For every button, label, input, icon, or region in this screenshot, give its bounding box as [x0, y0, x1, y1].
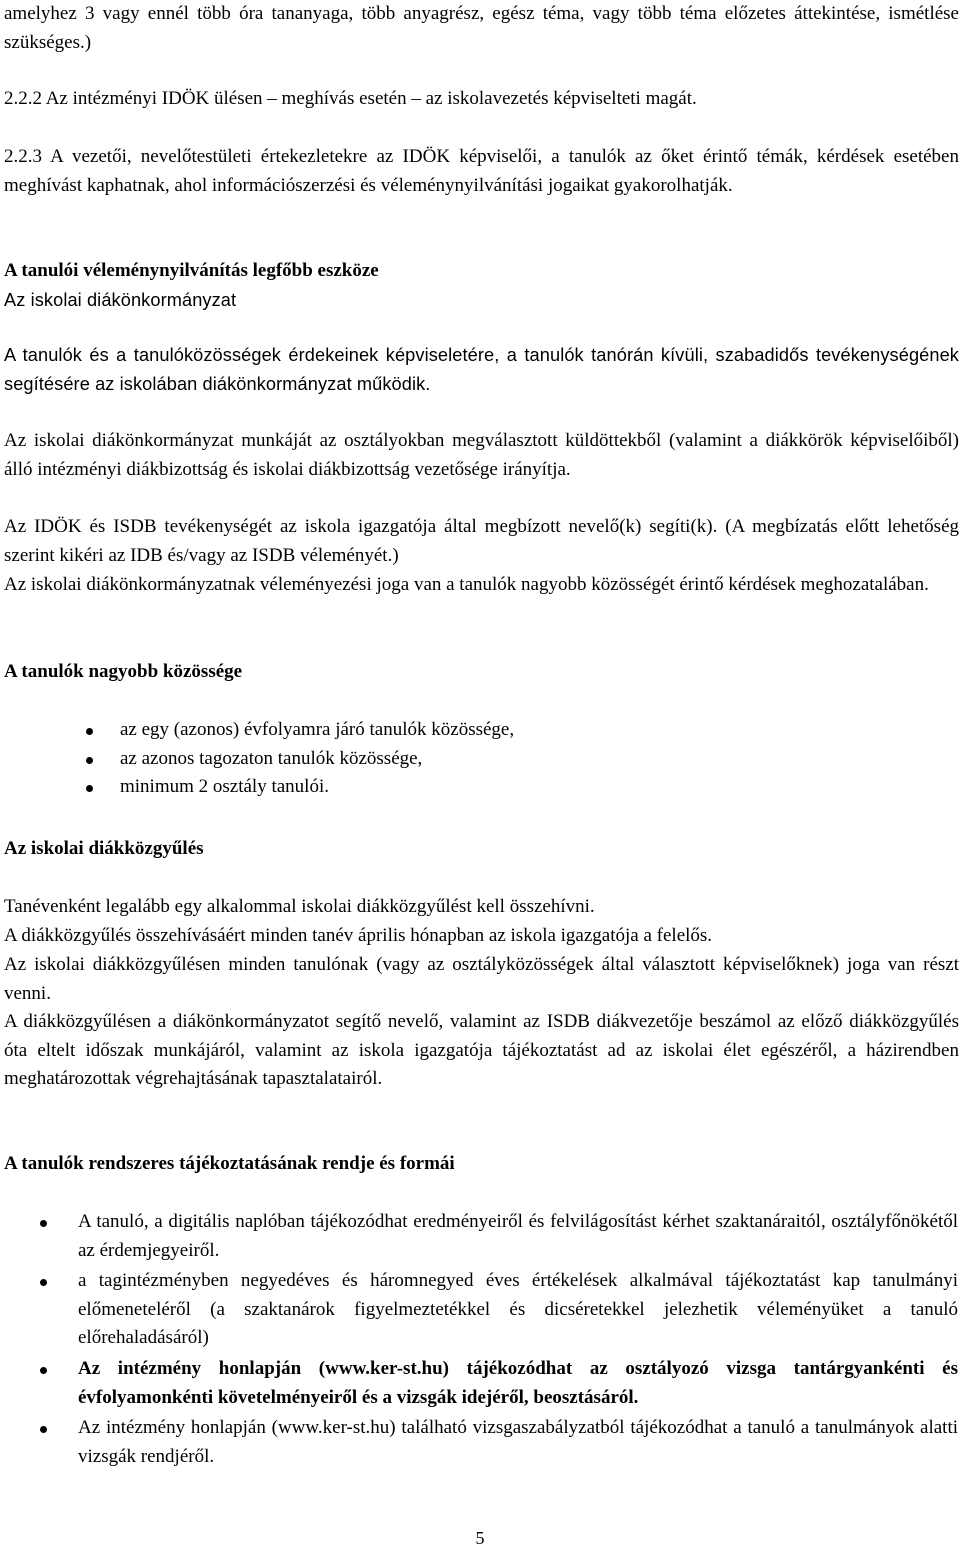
paragraph-2-2-2: 2.2.2 Az intézményi IDÖK ülésen – meghívás esetén – az iskolavezetés képviselteti magát. [4, 88, 697, 109]
list-item: minimum 2 osztály tanulói. [120, 773, 940, 802]
list-tajekoztatas [78, 1208, 958, 1471]
heading-tajekoztatas: A tanulók rendszeres tájékoztatásának rendje és formái [4, 1153, 455, 1174]
bullet-icon [86, 728, 93, 735]
paragraph-dk-4: A diákközgyűlésen a diákönkormányzatot segítő nevelő, valamint az ISDB diákvezetője beszámol az előző diákközgyűlés óta eltelt időszak munkájáról, valamint az iskola igazgatója tájékoztatást ad az iskolai élet egészéről, a házirendben meghatározottak végrehajtásának tapasztalatairól. [4, 1011, 959, 1090]
bullet-icon [40, 1367, 47, 1374]
bullet-icon [86, 757, 93, 764]
paragraph-dok-2: Az iskolai diákönkormányzat munkáját az osztályokban megválasztott küldöttekből (valamint a diákkörök képviselőiből) álló intézményi diákbizottság és iskolai diákbizottság vezetősége irányítja. [4, 430, 959, 480]
paragraph-dk-1: Tanévenként legalább egy alkalommal iskolai diákközgyűlést kell összehívni. [4, 896, 595, 917]
list-item: Az intézmény honlapján (www.ker-st.hu) található vizsgaszabályzatból tájékozódhat a tanuló a tanulmányok alatti vizsgák rendjéről. [78, 1414, 958, 1471]
heading-nagyobb-kozosseg: A tanulók nagyobb közössége [4, 661, 243, 682]
list-item: az azonos tagozaton tanulók közössége, [120, 745, 940, 774]
paragraph-2-2-3: 2.2.3 A vezetői, nevelőtestületi értekezletekre az IDÖK képviselői, a tanulók az őket érintő témák, kérdések esetében meghívást kaphatnak, ahol információszerzési és véleménynyilvánítási jogaikat gyakorolhatják. [4, 146, 959, 196]
paragraph-dok-4: Az iskolai diákönkormányzatnak véleményezési joga van a tanulók nagyobb közösségét érintő kérdések meghozatalában. [4, 574, 929, 595]
paragraph-dk-2: A diákközgyűlés összehívásáért minden tanév április hónapban az iskola igazgatója a felelős. [4, 925, 713, 946]
paragraph-dk-3: Az iskolai diákközgyűlésen minden tanulónak (vagy az osztályközösségek által választott képviselőknek) joga van részt venni. [4, 954, 959, 1004]
paragraph-dok-3: Az IDÖK és ISDB tevékenységét az iskola igazgatója által megbízott nevelő(k) segíti(k). (A megbízatás előtt lehetőség szerint kikéri az IDB és/vagy az ISDB véleményét.) [4, 516, 959, 566]
list-item: az egy (azonos) évfolyamra járó tanulók közössége, [120, 716, 940, 745]
heading-diakonkormanyzat: Az iskolai diákönkormányzat [4, 290, 237, 310]
page-number: 5 [475, 1528, 485, 1548]
paragraph-dok-1: A tanulók és a tanulóközösségek érdekeinek képviseletére, a tanulók tanórán kívüli, szabadidős tevékenységének segítésére az iskolában diákönkormányzat működik. [4, 345, 959, 394]
list-nagyobb-kozosseg [120, 716, 940, 802]
heading-velemenynyilvanitas: A tanulói véleménynyilvánítás legfőbb eszköze [4, 260, 379, 281]
list-item: a tagintézményben negyedéves és háromnegyed éves értékelések alkalmával tájékoztatást kap tanulmányi előmeneteléről (a szaktanárok figyelmeztetékkel és dicséretekkel jelezhetik véleményüket a tanuló előrehaladásáról) [78, 1267, 958, 1353]
bullet-icon [86, 785, 93, 792]
paragraph-intro: amelyhez 3 vagy ennél több óra tananyaga, több anyagrész, egész téma, vagy több téma előzetes áttekintése, ismétlése szükséges.) [4, 3, 959, 53]
bullet-icon [40, 1279, 47, 1286]
heading-diakkozgyules: Az iskolai diákközgyűlés [4, 838, 204, 859]
list-item: Az intézmény honlapján (www.ker-st.hu) tájékozódhat az osztályozó vizsga tantárgyankénti és évfolyamonkénti követelményeiről és a vizsgák idejéről, beosztásáról. [78, 1355, 958, 1412]
bullet-icon [40, 1220, 47, 1227]
bullet-icon [40, 1426, 47, 1433]
list-item: A tanuló, a digitális naplóban tájékozódhat eredményeiről és felvilágosítást kérhet szaktanáraitól, osztályfőnökétől az érdemjegyeiről. [78, 1208, 958, 1265]
